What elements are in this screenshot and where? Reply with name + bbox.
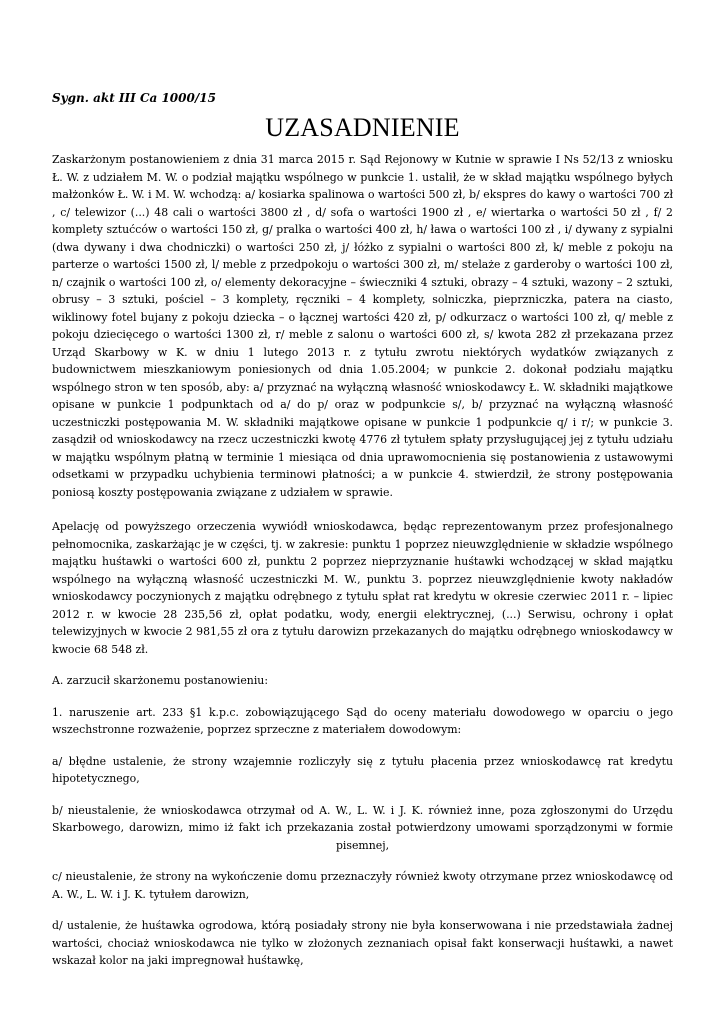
- paragraph-charges-intro: A. zarzucił skarżonemu postanowieniu:: [52, 674, 268, 687]
- paragraph-decision-summary: Zaskarżonym postanowieniem z dnia 31 marca 2015 r. Sąd Rejonowy w Kutnie w sprawie I Ns 52/13 z wniosku Ł. W. z udziałem M. W. o podział majątku wspólnego w punkcie 1. ustalił, że w skład majątku wspólnego byłych małżonków Ł. W. i M. W. wchodzą: a/ kosiarka spalinowa o wartości 500 zł, b/ ekspres do kawy o wartości 700 zł , c/ telewizor (...) 48 cali o wartości 3800 zł , d/ sofa o wartości 1900 zł , e/ wiertarka o wartości 50 zł , f/ 2 komplety sztućców o wartości 150 zł, g/ pralka o wartości 400 zł, h/ ława o wartości 100 zł , i/ dywany z sypialni (dwa dywany i dwa chodniczki) o wartości 250 zł, j/ łóżko z sypialni o wartości 800 zł, k/ meble z pokoju na parterze o wartości 1500 zł, l/ meble z przedpokoju o wartości 300 zł, m/ stelaże z garderoby o wartości 100 zł, n/ czajnik o wartości 100 zł, o/ elementy dekoracyjne – świeczniki 4 sztuki, obrazy – 4 sztuki, wazony – 2 sztuki, obrusy – 3 sztuki, pościel – 3 komplety, ręczniki – 4 komplety, solniczka, pieprzniczka, patera na ciasto, wiklinowy fotel bujany z pokoju dziecka – o łącznej wartości 420 zł, p/ odkurzacz o wartości 100 zł, q/ meble z pokoju dziecięcego o wartości 1300 zł, r/ meble z salonu o wartości 600 zł, s/ kwota 282 zł przekazana przez Urząd Skarbowy w K. w dniu 1 lutego 2013 r. z tytułu zwrotu niektórych wydatków związanych z budownictwem mieszkaniowym poniesionych od dnia 1.05.2004; w punkcie 2. dokonał podziału majątku wspólnego stron w ten sposób, aby: a/ przyznać na wyłączną własność wnioskodawcy Ł. W. składniki majątkowe opisane w punkcie 1 podpunktach od a/ do p/ oraz w podpunkcie s/, b/ przyznać na wyłączną własność uczestniczki postępowania M. W. składniki majątkowe opisane w punkcie 1 podpunkcie q/ i r/; w punkcie 3. zasądził od wnioskodawcy na rzecz uczestniczki kwotę 4776 zł tytułem spłaty przysługującej jej z tytułu udziału w majątku wspólnym płatną w terminie 1 miesiąca od dnia uprawomocnienia się postanowienia z ustawowymi odsetkami w przypadku uchybienia terminowi płatności; a w punkcie 4. stwierdził, że strony postępowania poniosą koszty postępowania związane z udziałem w sprawie.: [52, 153, 673, 499]
- paragraph-charge-c: c/ nieustalenie, że strony na wykończenie domu przeznaczyły również kwoty otrzymane przez wnioskodawcę od A. W., L. W. i J. K. tytułem darowizn,: [52, 870, 673, 901]
- document-body: [52, 151, 673, 970]
- paragraph-charge-a: a/ błędne ustalenie, że strony wzajemnie rozliczyły się z tytułu płacenia przez wnioskodawcę rat kredytu hipotetycznego,: [52, 754, 673, 785]
- paragraph-charge-d: d/ ustalenie, że huśtawka ogrodowa, którą posiadały strony nie była konserwowana i nie przedstawiała żadnej wartości, chociaż wnioskodawca nie tylko w złożonych zeznaniach opisał fakt konserwacji huśtawki, a nawet wskazał kolor na jaki impregnował huśtawkę,: [52, 919, 673, 967]
- paragraph-appeal: Apelację od powyższego orzeczenia wywiódł wnioskodawca, będąc reprezentowanym przez profesjonalnego pełnomocnika, zaskarżając je w części, tj. w zakresie: punktu 1 poprzez nieuwzględnienie w składzie wspólnego majątku huśtawki o wartości 600 zł, punktu 2 poprzez nieprzyznanie huśtawki wchodzącej w skład majątku wspólnego na wyłączną własność uczestniczki M. W., punktu 3. poprzez nieuwzględnienie kwoty nakładów wnioskodawcy poczynionych z majątku odrębnego z tytułu spłat rat kredytu w okresie czerwiec 2011 r. – lipiec 2012 r. w kwocie 28 235,56 zł, opłat podatku, wody, energii elektrycznej, (...) Serwisu, ochrony i opłat telewizyjnych w kwocie 2 981,55 zł ora z tytułu darowizn przekazanych do majątku odrębnego wnioskodawcy w kwocie 68 548 zł.: [52, 520, 673, 656]
- paragraph-charge-1: 1. naruszenie art. 233 §1 k.p.c. zobowiązującego Sąd do oceny materiału dowodowego w oparciu o jego wszechstronne rozważenie, poprzez sprzeczne z materiałem dowodowym:: [52, 705, 673, 736]
- case-reference: Sygn. akt III Ca 1000/15: [52, 91, 216, 105]
- document-title: UZASADNIENIE: [265, 113, 460, 142]
- paragraph-charge-b: b/ nieustalenie, że wnioskodawca otrzymał od A. W., L. W. i J. K. również inne, poza zgłoszonymi do Urzędu Skarbowego, darowizn, mimo iż fakt ich przekazania został potwierdzony umowami sporządzonymi w formie pisemnej,: [52, 803, 673, 852]
